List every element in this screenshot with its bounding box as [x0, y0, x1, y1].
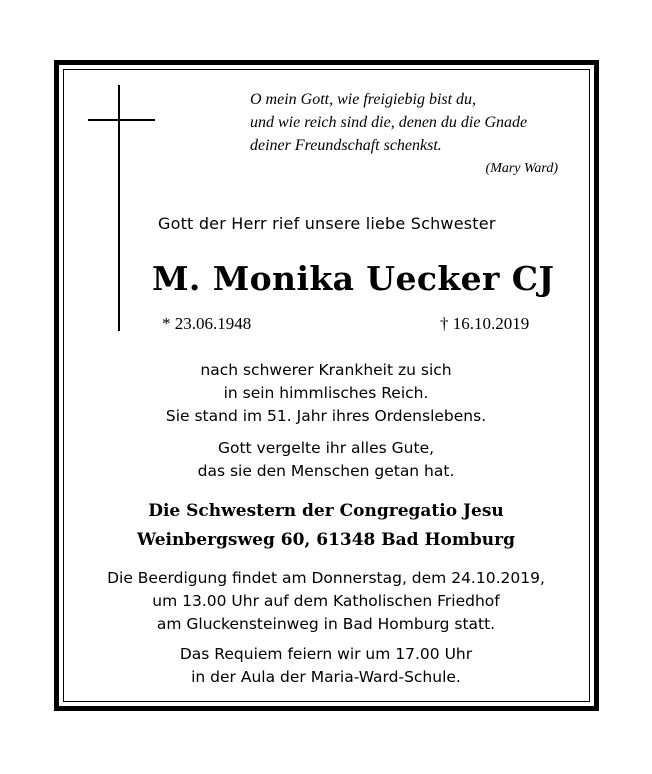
birth-date: * 23.06.1948: [162, 314, 252, 333]
death-date: † 16.10.2019: [440, 314, 530, 333]
quote-line: und wie reich sind die, denen du die Gnade: [250, 114, 528, 131]
sender-block: [60, 497, 592, 555]
blessing-line: das sie den Menschen getan hat.: [197, 462, 455, 480]
requiem-block: [60, 643, 592, 689]
funeral-line: Die Beerdigung findet am Donnerstag, dem 24.10.2019,: [107, 569, 545, 587]
funeral-line: am Gluckensteinweg in Bad Homburg statt.: [156, 615, 496, 633]
quote-line: O mein Gott, wie freigiebig bist du,: [250, 91, 477, 108]
requiem-line: Das Requiem feiern wir um 17.00 Uhr: [179, 645, 473, 663]
deceased-name: M. Monika Uecker CJ: [152, 259, 555, 298]
funeral-block: [60, 567, 592, 636]
message-line: nach schwerer Krankheit zu sich: [200, 361, 452, 379]
message-line: Sie stand im 51. Jahr ihres Ordenslebens.: [165, 407, 487, 425]
cross-icon-vertical: [118, 85, 120, 331]
cross-icon-horizontal: [88, 119, 155, 121]
message-line: in sein himmlisches Reich.: [223, 384, 429, 402]
blessing-line: Gott vergelte ihr alles Gute,: [217, 439, 435, 457]
requiem-line: in der Aula der Maria-Ward-Schule.: [191, 668, 461, 686]
intro-text: Gott der Herr rief unsere liebe Schwester: [158, 214, 496, 233]
blessing-block: [60, 437, 592, 483]
quote-line: deiner Freundschaft schenkst.: [250, 137, 442, 154]
quote-author: (Mary Ward): [485, 161, 558, 176]
funeral-line: um 13.00 Uhr auf dem Katholischen Friedhof: [152, 592, 500, 610]
sender-line: Weinbergsweg 60, 61348 Bad Homburg: [137, 530, 515, 550]
sender-line: Die Schwestern der Congregatio Jesu: [148, 501, 504, 521]
message-block: [60, 359, 592, 428]
quote-block: [250, 88, 570, 180]
